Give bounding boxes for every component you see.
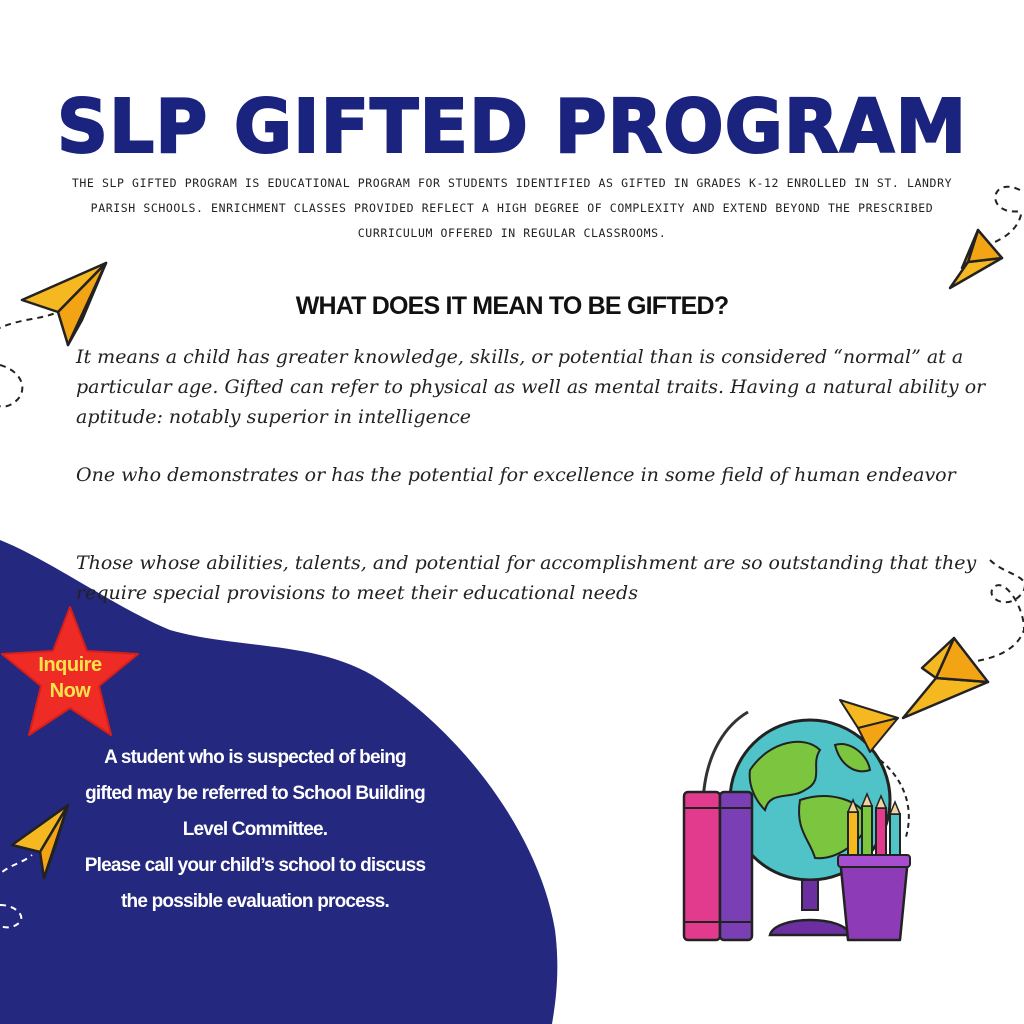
badge-label-line: Now (49, 680, 91, 702)
referral-line: the possible evaluation process. (121, 891, 389, 912)
books-icon (684, 792, 752, 940)
referral-line: Please call your child’s school to discuss (84, 855, 426, 876)
definition-paragraph: Those whose abilities, talents, and potential for accomplishment are so outstanding that they require special provisions to meet their educational needs (76, 552, 977, 604)
globe-illustration (684, 700, 910, 940)
section-heading: WHAT DOES IT MEAN TO BE GIFTED? (295, 292, 729, 320)
program-description: THE SLP GIFTED PROGRAM IS EDUCATIONAL PROGRAM FOR STUDENTS IDENTIFIED AS GIFTED IN GRADES K-12 ENROLLED IN ST. LANDRY PARISH SCHOOLS. ENRICHMENT CLASSES PROVIDED REFLECT A HIGH DEGREE OF COMPLEXITY AND EXTEND BEYOND THE PRESCRIBED CURRICULUM OFFERED IN REGULAR CLASSROOMS. (71, 176, 953, 240)
referral-line: gifted may be referred to School Building (85, 783, 425, 804)
page-title: SLP GIFTED PROGRAM (56, 84, 968, 170)
definition-paragraph: One who demonstrates or has the potential for excellence in some field of human endeavor (76, 464, 956, 486)
referral-notice (50, 740, 460, 920)
inquire-now-badge[interactable] (20, 652, 120, 704)
definition-paragraph: It means a child has greater knowledge, skills, or potential than is considered “normal” at a particular age. Gifted can refer to physical as well as mental traits. Having a natural ability or aptitude: notably superior in intelligence (76, 346, 986, 428)
badge-label-line: Inquire (38, 654, 102, 676)
paper-plane-icon (950, 187, 1021, 288)
referral-line: Level Committee. (182, 819, 328, 840)
referral-line: A student who is suspected of being (104, 747, 406, 768)
